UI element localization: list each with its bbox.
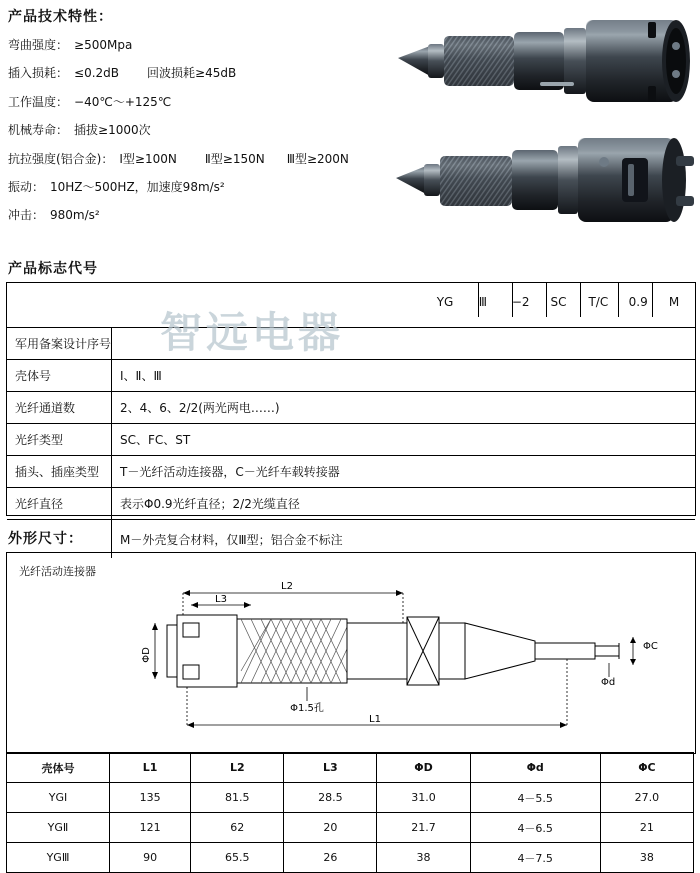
code-row-label: 壳体号 [15, 369, 52, 383]
code-row [7, 328, 695, 360]
table-row [7, 843, 694, 873]
cell-L1: 135 [110, 783, 191, 813]
code-table-body [7, 328, 695, 558]
cell-shell: YGⅡ [7, 813, 110, 843]
col-header-shell: 壳体号 [7, 753, 110, 783]
cell-PhiD: 21.7 [377, 813, 470, 843]
spec-value: ≥500Mpa [74, 38, 133, 52]
spec-row [8, 66, 388, 80]
spec-value-tertiary: Ⅲ型≥200N [286, 151, 349, 166]
cell-shell: YGⅢ [7, 843, 110, 873]
code-row-label: 插头、插座类型 [15, 465, 100, 479]
code-row-label: 军用备案设计序号 [15, 337, 112, 351]
spec-label: 弯曲强度： [8, 38, 69, 52]
spec-row [8, 38, 388, 52]
cell-L1: 121 [110, 813, 191, 843]
col-header-PhiC: ΦC [600, 753, 693, 783]
dimension-drawing-box [6, 552, 696, 754]
watermark: 智远电器 [160, 308, 345, 357]
spec-value: 插拔≥1000次 [74, 123, 151, 138]
cell-L2: 62 [191, 813, 284, 843]
spec-label: 工作温度： [8, 94, 69, 109]
spec-label: 冲击： [8, 208, 45, 223]
code-table-header [7, 283, 695, 328]
table-header-row [7, 753, 694, 783]
spec-value: Ⅰ型≥100N [119, 151, 177, 166]
spec-value: 10HZ～500HZ，加速度98m/s² [50, 179, 225, 194]
code-row [7, 424, 695, 456]
cell-PhiC: 38 [600, 843, 693, 873]
code-row-value: M－外壳复合材料，仅Ⅲ型；铝合金不标注 [111, 520, 695, 558]
code-row-label: 光纤类型 [15, 433, 64, 447]
code-row-value: SC、FC、ST [111, 424, 695, 455]
col-header-PhiD: ΦD [377, 753, 470, 783]
callout-hole: Φ1.5孔 [290, 703, 324, 714]
product-photos [390, 0, 700, 245]
spec-row [8, 180, 388, 194]
product-photo-top [390, 6, 700, 116]
spec-value-secondary: Ⅱ型≥150N [204, 151, 265, 166]
code-cell-5: T/C [588, 295, 609, 309]
code-row [7, 360, 695, 392]
code-cell-3: −2 [511, 295, 530, 309]
cell-PhiD: 31.0 [377, 783, 470, 813]
spec-value: −40℃～+125℃ [74, 94, 172, 109]
spec-label: 机械寿命： [8, 123, 69, 138]
col-header-L1: L1 [110, 753, 191, 783]
code-row-label: 光纤直径 [15, 497, 64, 511]
product-photo-bottom [390, 122, 700, 234]
code-row [7, 392, 695, 424]
tech-specs-title: 产品技术特性： [8, 9, 113, 25]
spec-row [8, 208, 388, 222]
spec-label: 振动： [8, 179, 45, 194]
cell-L2: 65.5 [191, 843, 284, 873]
cell-PhiD: 38 [377, 843, 470, 873]
code-row-value [111, 328, 695, 359]
code-section-title: 产品标志代号 [8, 261, 98, 277]
cell-Phid: 4－6.5 [470, 813, 600, 843]
callout-L2: L2 [281, 581, 293, 592]
code-header-cells [428, 295, 689, 309]
callout-L1: L1 [369, 714, 381, 725]
code-cell-4: SC [550, 295, 567, 309]
outline-drawing [7, 553, 695, 751]
dimension-section-title: 外形尺寸： [8, 531, 83, 547]
spec-row [8, 123, 388, 137]
spec-value: 980m/s² [50, 208, 100, 223]
spec-row [8, 95, 388, 109]
spec-value: ≤0.2dB [74, 66, 120, 81]
cell-PhiC: 27.0 [600, 783, 693, 813]
callout-L3: L3 [215, 594, 227, 605]
spec-label: 插入损耗： [8, 66, 69, 81]
code-row-value: Ⅰ、Ⅱ、Ⅲ [111, 360, 695, 391]
code-row-value: T－光纤活动连接器，C－光纤车载转接器 [111, 456, 695, 487]
code-row-value: 表示Φ0.9光纤直径；2/2光缆直径 [111, 488, 695, 519]
code-row [7, 456, 695, 488]
col-header-Phid: Φd [470, 753, 600, 783]
callout-Phid: Φd [601, 677, 616, 688]
col-header-L2: L2 [191, 753, 284, 783]
cell-shell: YGⅠ [7, 783, 110, 813]
cell-L3: 26 [284, 843, 377, 873]
code-cell-6: 0.9 [628, 295, 648, 309]
spec-label: 抗拉强度(铝合金)： [8, 151, 114, 166]
code-cell-2: Ⅲ [478, 295, 487, 309]
spec-value-secondary: 回波损耗≥45dB [147, 66, 237, 81]
tech-specs-section [8, 6, 388, 237]
cell-Phid: 4－7.5 [470, 843, 600, 873]
cell-Phid: 4－5.5 [470, 783, 600, 813]
code-row-value: 2、4、6、2/2(两光两电……) [111, 392, 695, 423]
code-row-label: 光纤通道数 [15, 401, 76, 415]
code-cell-7: M [668, 295, 680, 309]
code-cell-1: YG [436, 295, 454, 309]
table-row [7, 783, 694, 813]
code-row [7, 488, 695, 520]
drawing-label: 光纤活动连接器 [19, 565, 96, 578]
callout-PhiD: ΦD [141, 647, 152, 663]
size-table [6, 752, 694, 873]
cell-L2: 81.5 [191, 783, 284, 813]
col-header-L3: L3 [284, 753, 377, 783]
cell-L3: 28.5 [284, 783, 377, 813]
cell-PhiC: 21 [600, 813, 693, 843]
cell-L3: 20 [284, 813, 377, 843]
spec-row [8, 152, 388, 166]
callout-PhiC: ΦC [643, 641, 658, 652]
cell-L1: 90 [110, 843, 191, 873]
table-row [7, 813, 694, 843]
